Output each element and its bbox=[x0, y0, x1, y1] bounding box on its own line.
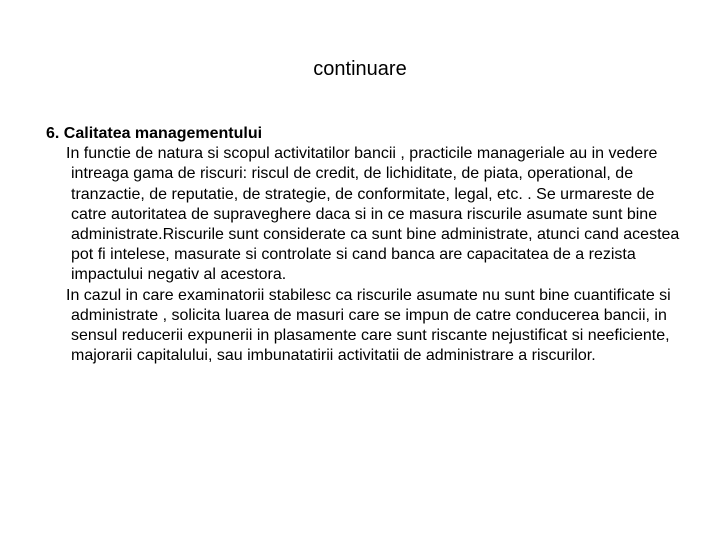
section-heading: 6. Calitatea managementului bbox=[46, 125, 263, 142]
slide-title: continuare bbox=[313, 58, 407, 80]
paragraph-2: In cazul in care examinatorii stabilesc ca riscurile asumate nu sunt bine cuantificate si administrate , solicita luarea de masuri care se impun de catre conducerea bancii, in sensul reducerii expunerii in plasamente care sunt riscante nejustificat si neeficiente, majorarii capitalului, sau imbunatatirii activitatii de administrare a riscurilor. bbox=[66, 286, 671, 365]
slide-content bbox=[46, 124, 686, 366]
paragraph-1: In functie de natura si scopul activitatilor bancii , practicile manageriale au in vedere intreaga gama de riscuri: riscul de credit, de lichiditate, de piata, operational, de tranzactie, de reputatie, de strategie, de conformitate, legal, etc. . Se urmareste de catre autoritatea de supraveghere daca si in ce masura riscurile asumate sunt bine administrate.Riscurile sunt considerate ca sunt bine administrate, atunci cand acestea pot fi intelese, masurate si controlate si cand banca are capacitatea de a rezista impactului negativ al acestora. bbox=[66, 145, 680, 284]
